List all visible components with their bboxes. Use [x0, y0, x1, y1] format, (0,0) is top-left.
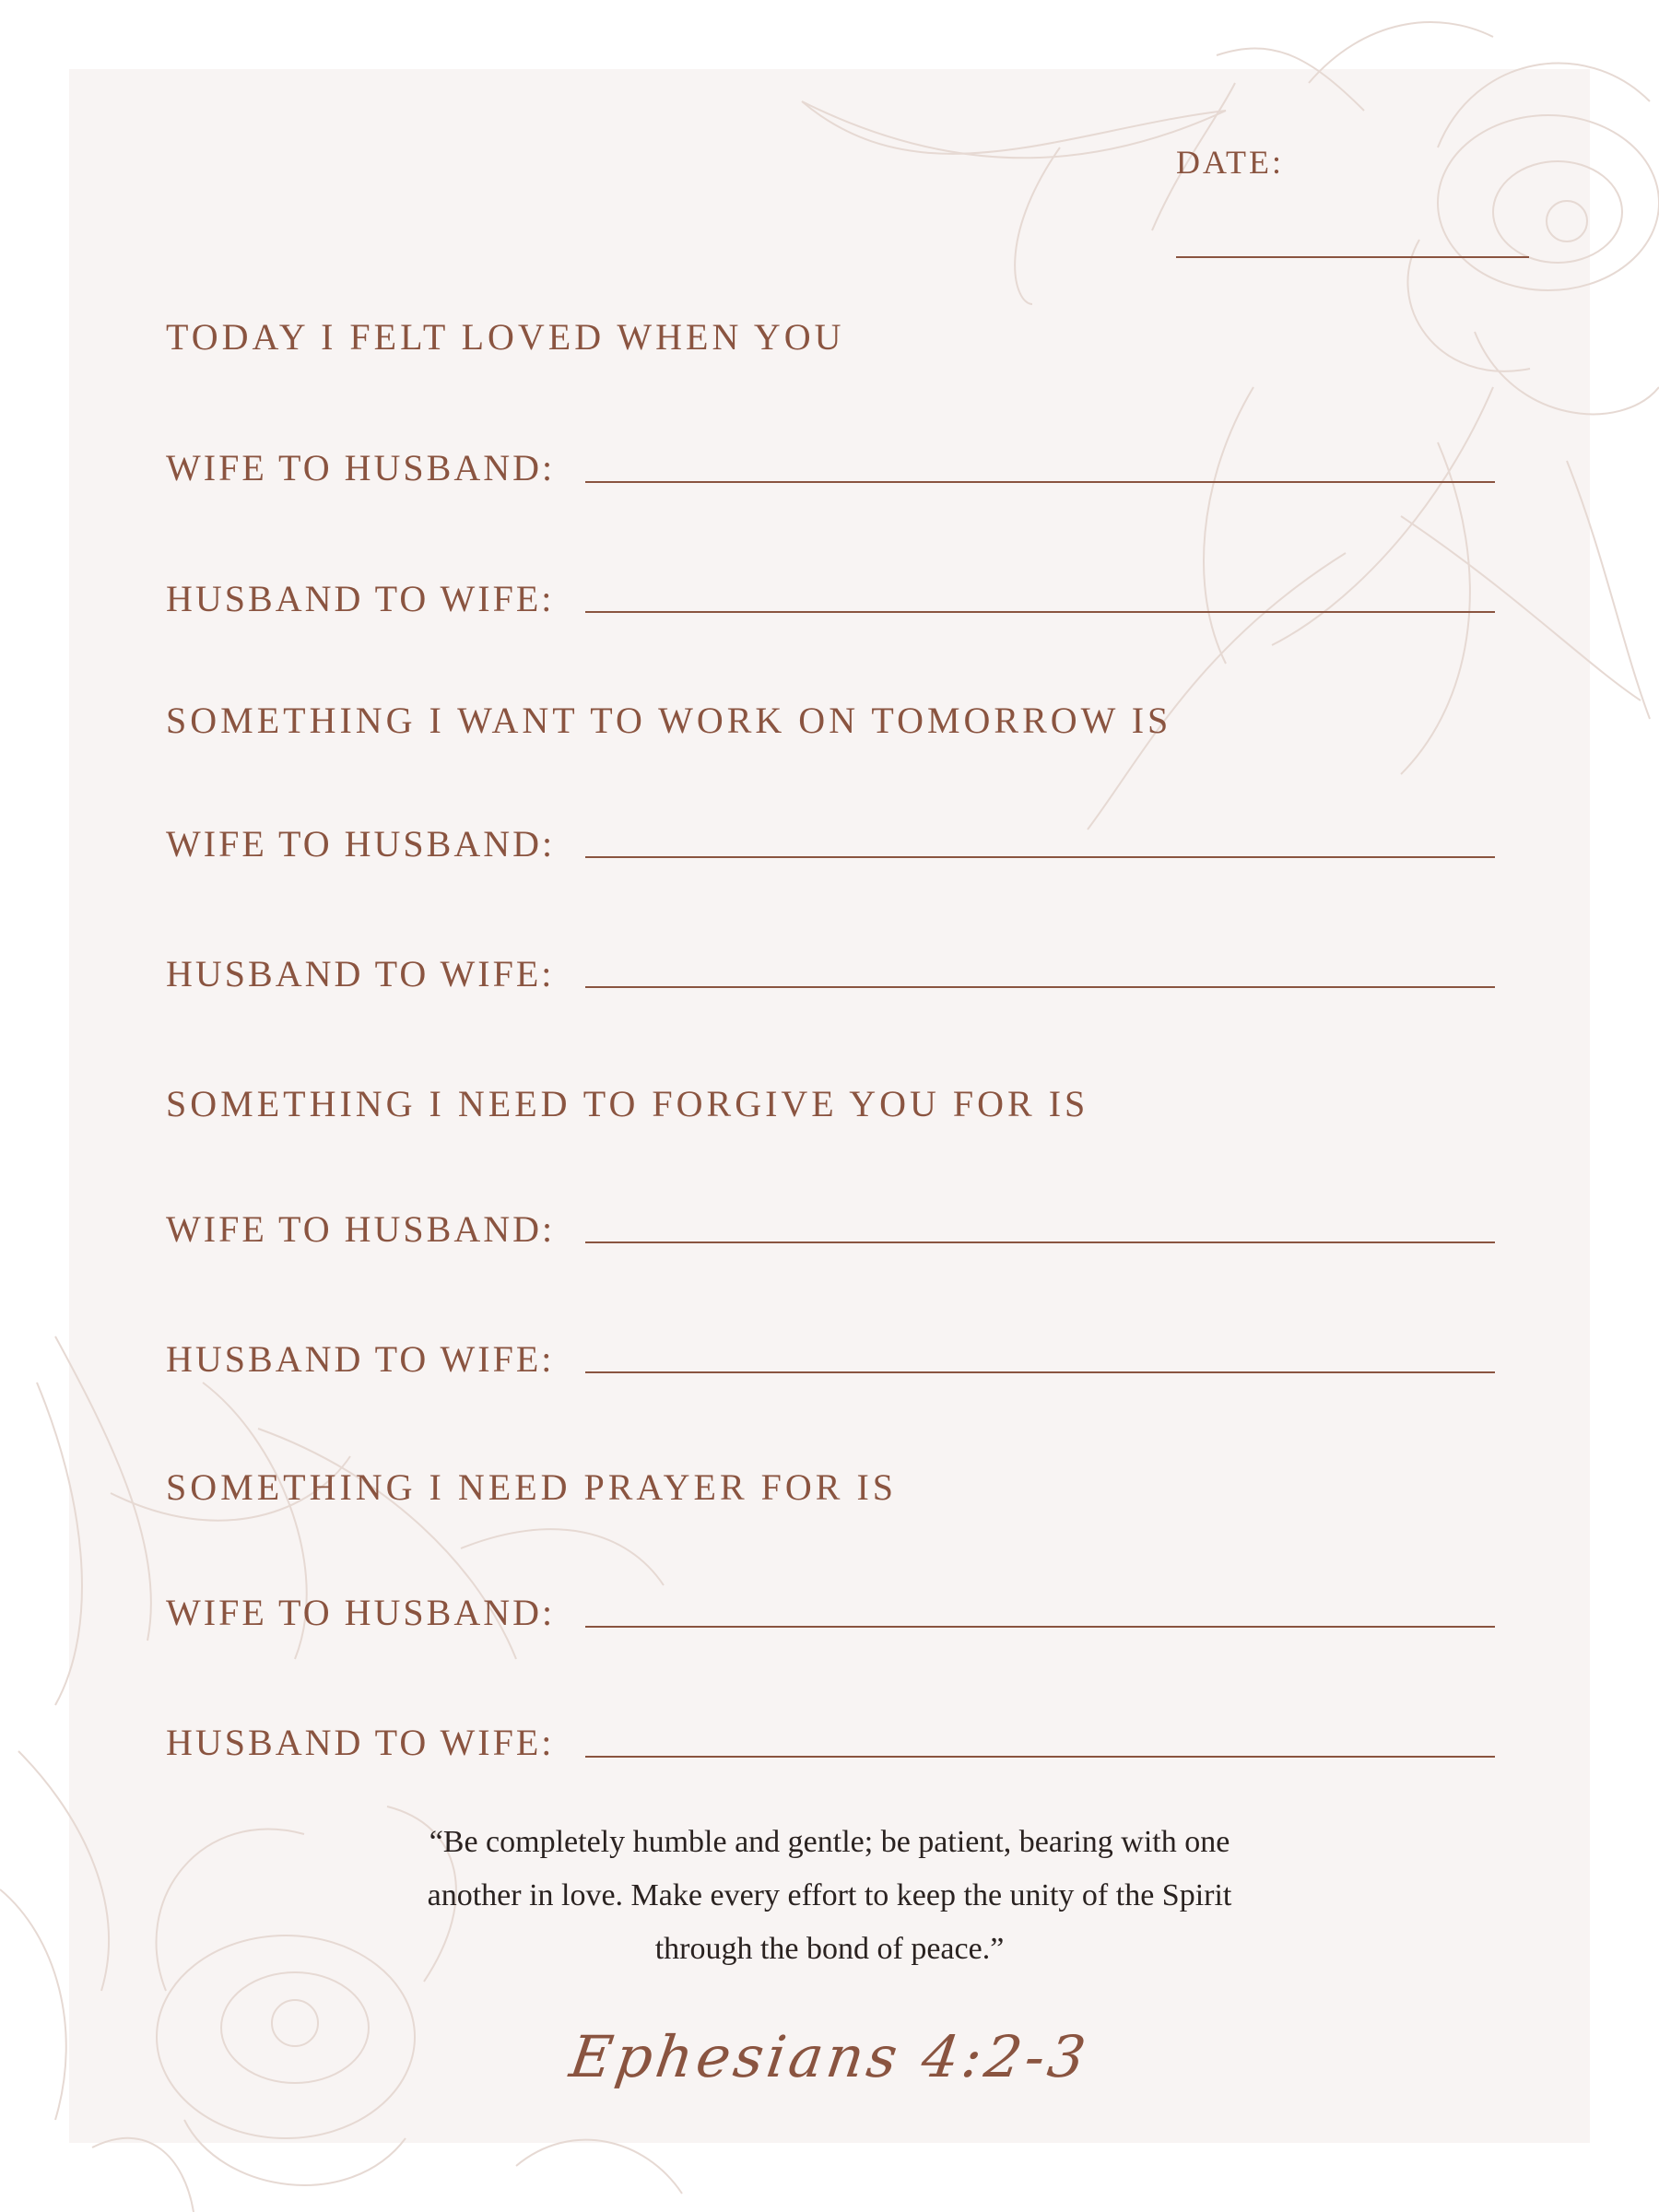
answer-line-wife-to-husband[interactable]	[585, 1626, 1495, 1628]
quote-line: “Be completely humble and gentle; be patient, bearing with one	[429, 1825, 1230, 1859]
date-label: DATE:	[1176, 144, 1284, 181]
row-label-husband-to-wife: HUSBAND TO WIFE:	[166, 1722, 555, 1763]
section-heading-prayer: SOMETHING I NEED PRAYER FOR IS	[166, 1466, 898, 1508]
row-label-husband-to-wife: HUSBAND TO WIFE:	[166, 953, 555, 994]
row-label-wife-to-husband: WIFE TO HUSBAND:	[166, 1208, 556, 1250]
quote-line: through the bond of peace.”	[654, 1932, 1005, 1966]
answer-line-husband-to-wife[interactable]	[585, 986, 1495, 988]
row-label-husband-to-wife: HUSBAND TO WIFE:	[166, 1338, 555, 1380]
scripture-reference: Ephesians 4:2-3	[565, 2023, 1094, 2090]
section-heading-work-on-tomorrow: SOMETHING I WANT TO WORK ON TOMORROW IS	[166, 700, 1172, 741]
section-heading-forgive: SOMETHING I NEED TO FORGIVE YOU FOR IS	[166, 1083, 1089, 1124]
answer-line-wife-to-husband[interactable]	[585, 481, 1495, 483]
row-label-wife-to-husband: WIFE TO HUSBAND:	[166, 1592, 556, 1633]
answer-line-husband-to-wife[interactable]	[585, 1756, 1495, 1758]
section-heading-felt-loved: TODAY I FELT LOVED WHEN YOU	[166, 316, 845, 358]
row-label-wife-to-husband: WIFE TO HUSBAND:	[166, 447, 556, 488]
answer-line-husband-to-wife[interactable]	[585, 611, 1495, 613]
date-field[interactable]	[1176, 256, 1529, 258]
row-label-wife-to-husband: WIFE TO HUSBAND:	[166, 823, 556, 865]
scripture-quote	[276, 1816, 1382, 1976]
answer-line-husband-to-wife[interactable]	[585, 1371, 1495, 1373]
row-label-husband-to-wife: HUSBAND TO WIFE:	[166, 578, 555, 619]
answer-line-wife-to-husband[interactable]	[585, 856, 1495, 858]
quote-line: another in love. Make every effort to keep the unity of the Spirit	[427, 1878, 1232, 1912]
answer-line-wife-to-husband[interactable]	[585, 1241, 1495, 1243]
